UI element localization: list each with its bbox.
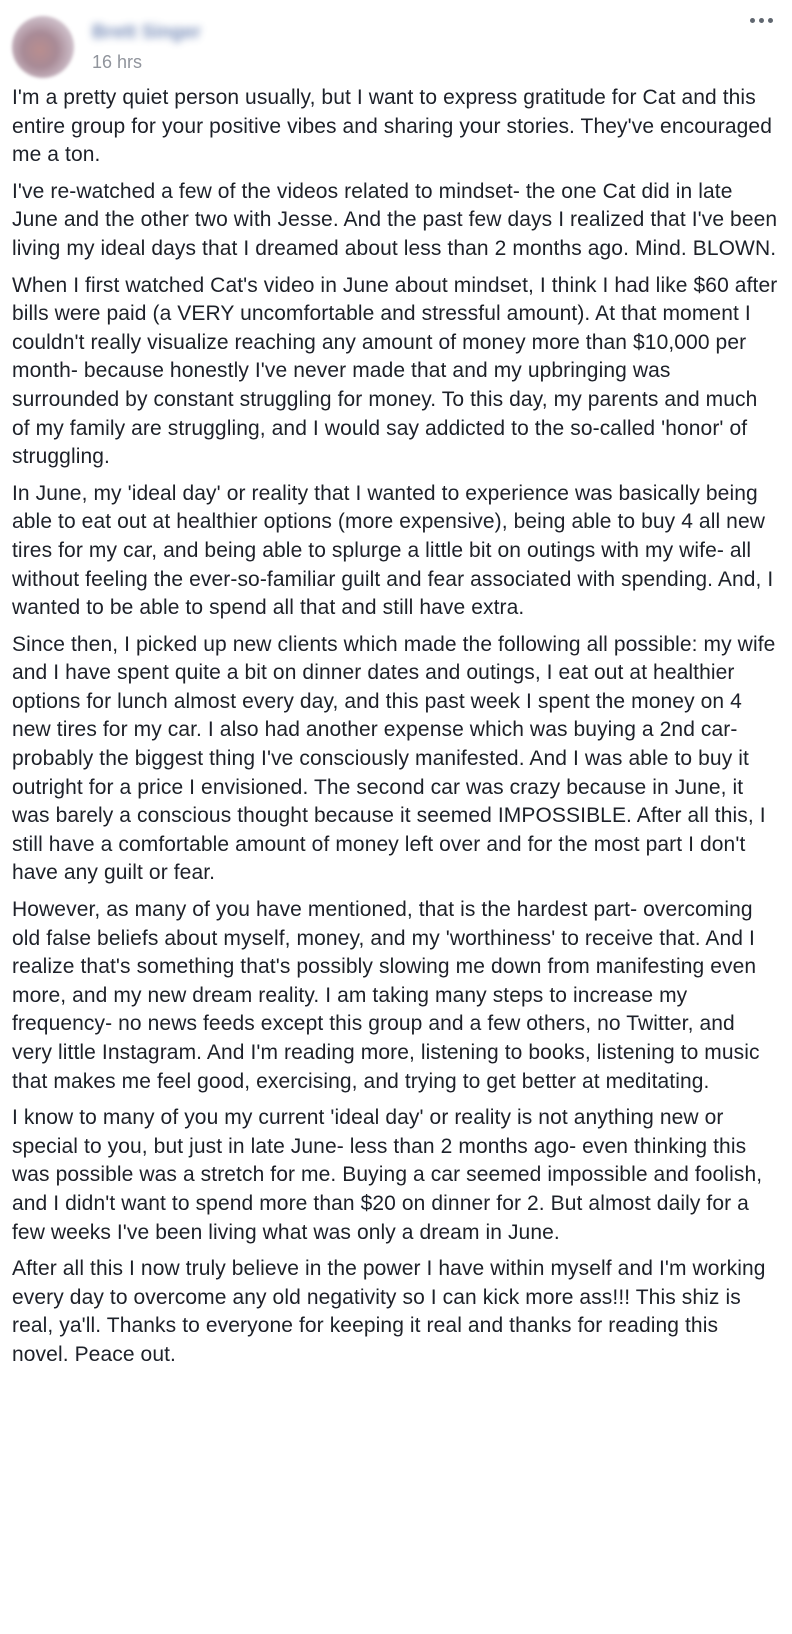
post-body [12,84,780,1378]
dot [759,18,764,23]
post-paragraph: Since then, I picked up new clients which made the following all possible: my wife and I have spent quite a bit on dinner dates and outings, I eat out at healthier options for lunch almost every day, and this past week I spent the money on 4 new tires for my car. I also had another expense which was buying a 2nd car- probably the biggest thing I've consciously manifested. And I was able to buy it outright for a price I envisioned. The second car was crazy because in June, it was barely a conscious thought because it seemed IMPOSSIBLE. After all this, I still have a comfortable amount of money left over and for the most part I don't have any guilt or fear. [12,632,776,885]
post-paragraph: When I first watched Cat's video in June about mindset, I think I had like $60 after bills were paid (a VERY uncomfortable and stressful amount). At that moment I couldn't really visualize reaching any amount of money more than $10,000 per month- because honestly I've never made that and my upbringing was surrounded by constant struggling for money. To this day, my parents and much of my family are struggling, and I would say addicted to the so-called 'honor' of struggling. [12,273,778,469]
post-header [12,8,780,78]
post-paragraph: However, as many of you have mentioned, that is the hardest part- overcoming old false beliefs about myself, money, and my 'worthiness' to receive that. And I realize that's something that's possibly slowing me down from manifesting even more, and my new dream reality. I am taking many steps to increase my frequency- no news feeds except this group and a few others, no Twitter, and very little Instagram. And I'm reading more, listening to books, listening to music that makes me feel good, exercising, and trying to get better at meditating. [12,898,760,1093]
avatar[interactable] [12,16,74,78]
post-paragraph: I know to many of you my current 'ideal day' or reality is not anything new or special to you, but just in late June- less than 2 months ago- even thinking this was possible was a stretch for me. Buying a car seemed impossible and foolish, and I didn't want to spend more than $20 on dinner for 2. But almost daily for a few weeks I've been living what was only a dream in June. [12,1106,763,1244]
post-paragraph: I'm a pretty quiet person usually, but I want to express gratitude for Cat and this entire group for your positive vibes and sharing your stories. They've encouraged me a ton. [12,86,772,167]
post-paragraph: I've re-watched a few of the videos related to mindset- the one Cat did in late June and the other two with Jesse. And the past few days I realized that I've been living my ideal days that I dreamed about less than 2 months ago. Mind. BLOWN. [12,179,778,260]
ellipsis-horizontal-icon[interactable] [744,8,778,32]
dot [750,18,755,23]
dot [768,18,773,23]
author-name[interactable]: Brett Singer [92,22,201,43]
post-timestamp[interactable]: 16 hrs [92,52,143,72]
post-paragraph: In June, my 'ideal day' or reality that I wanted to experience was basically being able to eat out at healthier options (more expensive), being able to buy 4 all new tires for my car, and being able to splurge a little bit on outings with my wife- all without feeling the ever-so-familiar guilt and fear associated with spending. And, I wanted to be able to spend all that and still have extra. [12,481,774,620]
post-paragraph: After all this I now truly believe in the power I have within myself and I'm working every day to overcome any old negativity so I can kick more ass!!! This shiz is real, ya'll. Thanks to everyone for keeping it real and thanks for reading this novel. Peace out. [12,1257,766,1366]
